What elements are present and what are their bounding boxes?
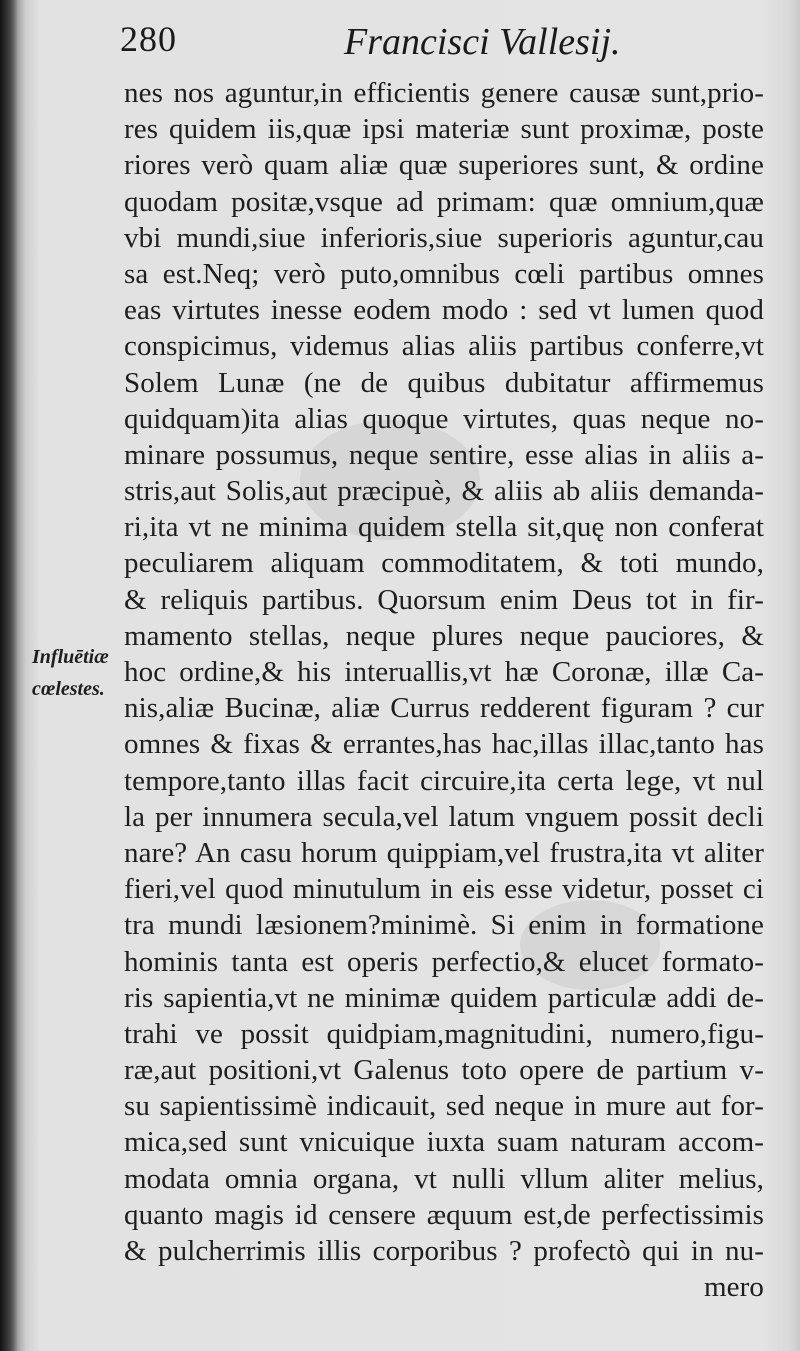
text-line: ris sapientia,vt ne minimæ quidem particulæ addi de-: [124, 981, 764, 1014]
text-line: & reliquis partibus. Quorsum enim Deus tot in fir-: [124, 583, 764, 616]
page-gutter-shadow: [0, 0, 18, 1351]
text-line: riores verò quam aliæ quæ superiores sunt, & ordine: [124, 149, 764, 182]
text-line: mamento stellas, neque plures neque pauciores, &: [124, 619, 764, 652]
page-number: 280: [120, 19, 177, 59]
body-text: [124, 75, 764, 1305]
text-line: nare? An casu horum quippiam,vel frustra,ita vt aliter: [124, 836, 764, 869]
text-line: eas virtutes inesse eodem modo : sed vt lumen quod: [124, 294, 764, 327]
text-line: stris,aut Solis,aut præcipuè, & aliis ab aliis demanda-: [124, 475, 764, 508]
text-line: minare possumus, neque sentire, esse alias in aliis a-: [124, 438, 764, 471]
text-line: tempore,tanto illas facit circuire,ita certa lege, vt nul: [124, 764, 764, 797]
text-line: trahi ve possit quidpiam,magnitudini, numero,figu-: [124, 1017, 764, 1050]
text-line: hoc ordine,& his interuallis,vt hæ Coronæ, illæ Ca-: [124, 656, 764, 688]
marginal-note-line: cœlestes.: [32, 678, 105, 700]
text-line: quodam positæ,vsque ad primam: quæ omnium,quæ: [124, 185, 764, 218]
text-line: la per innumera secula,vel latum vnguem possit decli: [124, 800, 764, 833]
text-line: conspicimus, videmus alias aliis partibus conferre,vt: [124, 330, 764, 363]
text-line: Solem Lunæ (ne de quibus dubitatur affirmemus: [124, 366, 764, 399]
text-line: & pulcherrimis illis corporibus ? profectò qui in nu-: [124, 1235, 764, 1267]
text-line: nis,aliæ Bucinæ, aliæ Currus redderent figuram ? cur: [124, 692, 764, 725]
text-line: tra mundi læsionem?minimè. Si enim in formatione: [124, 909, 764, 942]
text-line: modata omnia organa, vt nulli vllum aliter melius,: [124, 1162, 764, 1195]
text-line: quidquam)ita alias quoque virtutes, quas neque no-: [124, 402, 764, 435]
text-line: nes nos aguntur,in efficientis genere causæ sunt,prio-: [124, 77, 764, 109]
catchword: mero: [704, 1271, 764, 1304]
text-line: hominis tanta est operis perfectio,& elucet formato-: [124, 945, 764, 978]
text-line: sa est.Neq; verò puto,omnibus cœli partibus omnes: [124, 257, 764, 290]
marginal-note: [32, 641, 122, 705]
running-head: Francisci Vallesij.: [344, 21, 621, 63]
text-line: quanto magis id censere æquum est,de perfectissimis: [124, 1198, 764, 1231]
page-header: [0, 16, 800, 76]
text-line: vbi mundi,siue inferioris,siue superioris aguntur,cau: [124, 221, 764, 254]
text-line: mica,sed sunt vnicuique iuxta suam naturam accom-: [124, 1126, 764, 1159]
text-line: fieri,vel quod minutulum in eis esse videtur, posset ci: [124, 873, 764, 906]
text-line: omnes & fixas & errantes,has hac,illas illac,tanto has: [124, 728, 764, 761]
text-line: ræ,aut positioni,vt Galenus toto opere de partium v-: [124, 1054, 764, 1087]
marginal-note-line: Influētiæ: [32, 646, 109, 668]
text-line: ri,ita vt ne minima quidem stella sit,quę non conferat: [124, 511, 764, 544]
text-line: peculiarem aliquam commoditatem, & toti mundo,: [124, 547, 764, 580]
text-line: su sapientissimè indicauit, sed neque in mure aut for-: [124, 1090, 764, 1123]
text-line: res quidem iis,quæ ipsi materiæ sunt proximæ, poste: [124, 113, 764, 146]
